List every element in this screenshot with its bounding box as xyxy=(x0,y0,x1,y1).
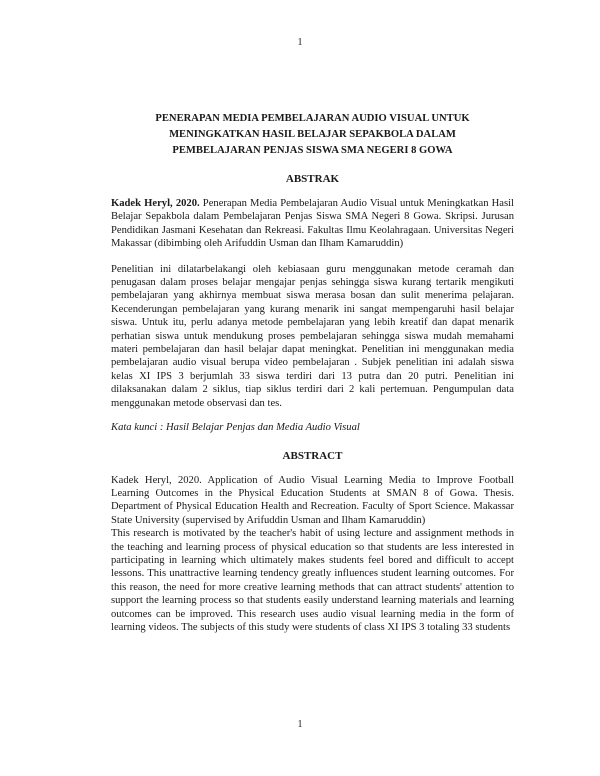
page-number-bottom: 1 xyxy=(297,719,303,730)
abstrak-body: Penelitian ini dilatarbelakangi oleh kebiasaan guru menggunakan metode ceramah dan penugasan dalam proses belajar mengajar penjas sehingga siswa kurang tertarik mengikuti pembelajaran yang akhirnya membuat siswa merasa bosan dan sulit menerima pelajaran. Kecenderungan pembelajaran yang kurang menarik ini sangat mempengaruhi hasil belajar siswa. Untuk itu, perlu adanya metode pembelajaran yang lebih kreatif dan dapat menarik perhatian siswa untuk mendukung proses pembelajaran sehingga siswa mudah memahami materi pembelajaran dan hasil belajar dapat meningkat. Penelitian ini menggunakan media pembelajaran audio visual berupa video pembelajaran . Subjek penelitian ini adalah siswa kelas XI IPS 3 berjumlah 33 siswa terdiri dari 13 putra dan 20 putri. Penelitian ini dilaksanakan dalam 2 siklus, tiap siklus terdiri dari 2 kali pertemuan. Pengumpulan data menggunakan metode observasi dan tes. xyxy=(111,263,514,409)
paper-title-line-3: PEMBELAJARAN PENJAS SISWA SMA NEGERI 8 GOWA xyxy=(172,145,453,156)
abstrak-citation-author: Kadek Heryl, 2020. xyxy=(111,198,200,209)
paper-title-line-1: PENERAPAN MEDIA PEMBELAJARAN AUDIO VISUAL UNTUK xyxy=(155,113,470,124)
abstrak-keywords: Kata kunci : Hasil Belajar Penjas dan Media Audio Visual xyxy=(111,422,360,434)
page-number-top: 1 xyxy=(297,37,303,48)
document-body xyxy=(111,111,514,634)
abstract-body: This research is motivated by the teacher's habit of using lecture and assignment methods in the teaching and learning process of physical education so that students are less interested in participating in learning which ultimately makes students feel bored and difficult to accept lessons. This unattractive learning tendency greatly influences student learning outcomes. For this reason, the need for more creative learning methods that can attract students' attention to support the learning process so that students easily understand learning materials and learning outcomes can be improved. This research uses audio visual learning media in the form of learning videos. The subjects of this study were students of class XI IPS 3 totaling 33 students xyxy=(111,528,514,633)
abstract-heading: ABSTRACT xyxy=(282,449,343,462)
abstrak-citation xyxy=(111,197,514,251)
paper-title-line-2: MENINGKATKAN HASIL BELAJAR SEPAKBOLA DALAM xyxy=(169,129,456,140)
abstrak-heading: ABSTRAK xyxy=(285,173,340,185)
paper-title xyxy=(111,111,514,159)
abstrak-citation-text: Penerapan Media Pembelajaran Audio Visual untuk Meningkatkan Hasil Belajar Sepakbola dalam Pembelajaran Penjas Siswa SMA Negeri 8 Gowa. Skripsi. Jurusan Pendidikan Jasmani Kesehatan dan Rekreasi. Fakultas Ilmu Keolahragaan. Universitas Negeri Makassar (dibimbing oleh Arifuddin Usman dan Ilham Kamaruddin) xyxy=(111,198,514,250)
abstract-citation: Kadek Heryl, 2020. Application of Audio Visual Learning Media to Improve Football Learning Outcomes in the Physical Education Students at SMAN 8 of Gowa. Thesis. Department of Physical Education Health and Recreation. Faculty of Sport Science. Makassar State University (supervised by Arifuddin Usman and Ilham Kamaruddin) xyxy=(111,474,514,526)
